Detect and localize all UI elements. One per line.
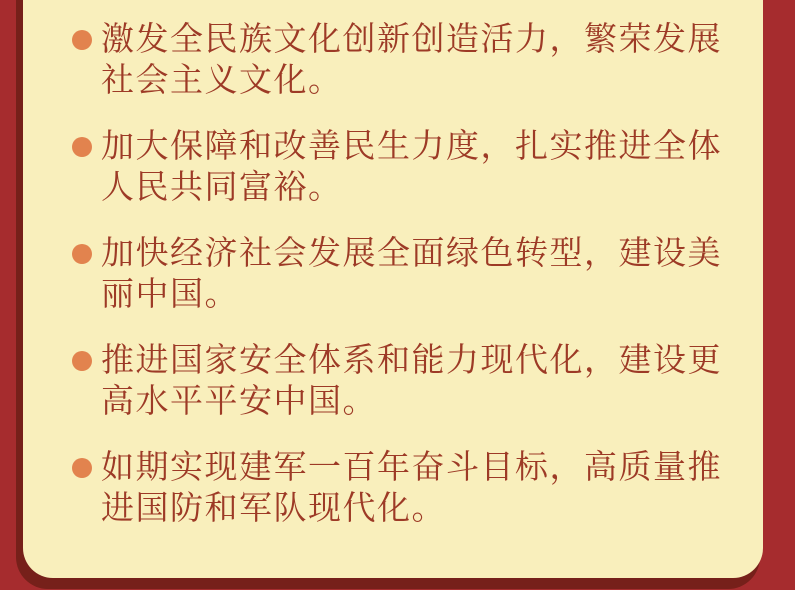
item-line: 人民共同富裕。 bbox=[101, 170, 343, 206]
item-line: 加快经济社会发展全面绿色转型，建设美 bbox=[101, 236, 722, 272]
bullet-dot-icon bbox=[72, 30, 92, 50]
bullet-dot-icon bbox=[72, 137, 92, 157]
item-line: 加大保障和改善民生力度，扎实推进全体 bbox=[101, 129, 722, 165]
bullet-list bbox=[72, 20, 729, 530]
list-item bbox=[72, 234, 729, 316]
list-item-text bbox=[101, 20, 722, 102]
item-line: 丽中国。 bbox=[101, 277, 239, 313]
content-panel bbox=[23, 0, 763, 578]
list-item-text bbox=[101, 448, 722, 530]
list-item bbox=[72, 448, 729, 530]
item-line: 进国防和军队现代化。 bbox=[101, 491, 446, 527]
item-line: 推进国家安全体系和能力现代化，建设更 bbox=[101, 343, 722, 379]
item-line: 如期实现建军一百年奋斗目标，高质量推 bbox=[101, 450, 722, 486]
bullet-dot-icon bbox=[72, 244, 92, 264]
item-line: 激发全民族文化创新创造活力，繁荣发展 bbox=[101, 22, 722, 58]
list-item bbox=[72, 341, 729, 423]
bullet-dot-icon bbox=[72, 458, 92, 478]
list-item-text bbox=[101, 234, 722, 316]
list-item-text bbox=[101, 341, 722, 423]
list-item-text bbox=[101, 127, 722, 209]
list-item bbox=[72, 20, 729, 102]
item-line: 社会主义文化。 bbox=[101, 63, 343, 99]
item-line: 高水平平安中国。 bbox=[101, 384, 377, 420]
bullet-dot-icon bbox=[72, 351, 92, 371]
list-item bbox=[72, 127, 729, 209]
